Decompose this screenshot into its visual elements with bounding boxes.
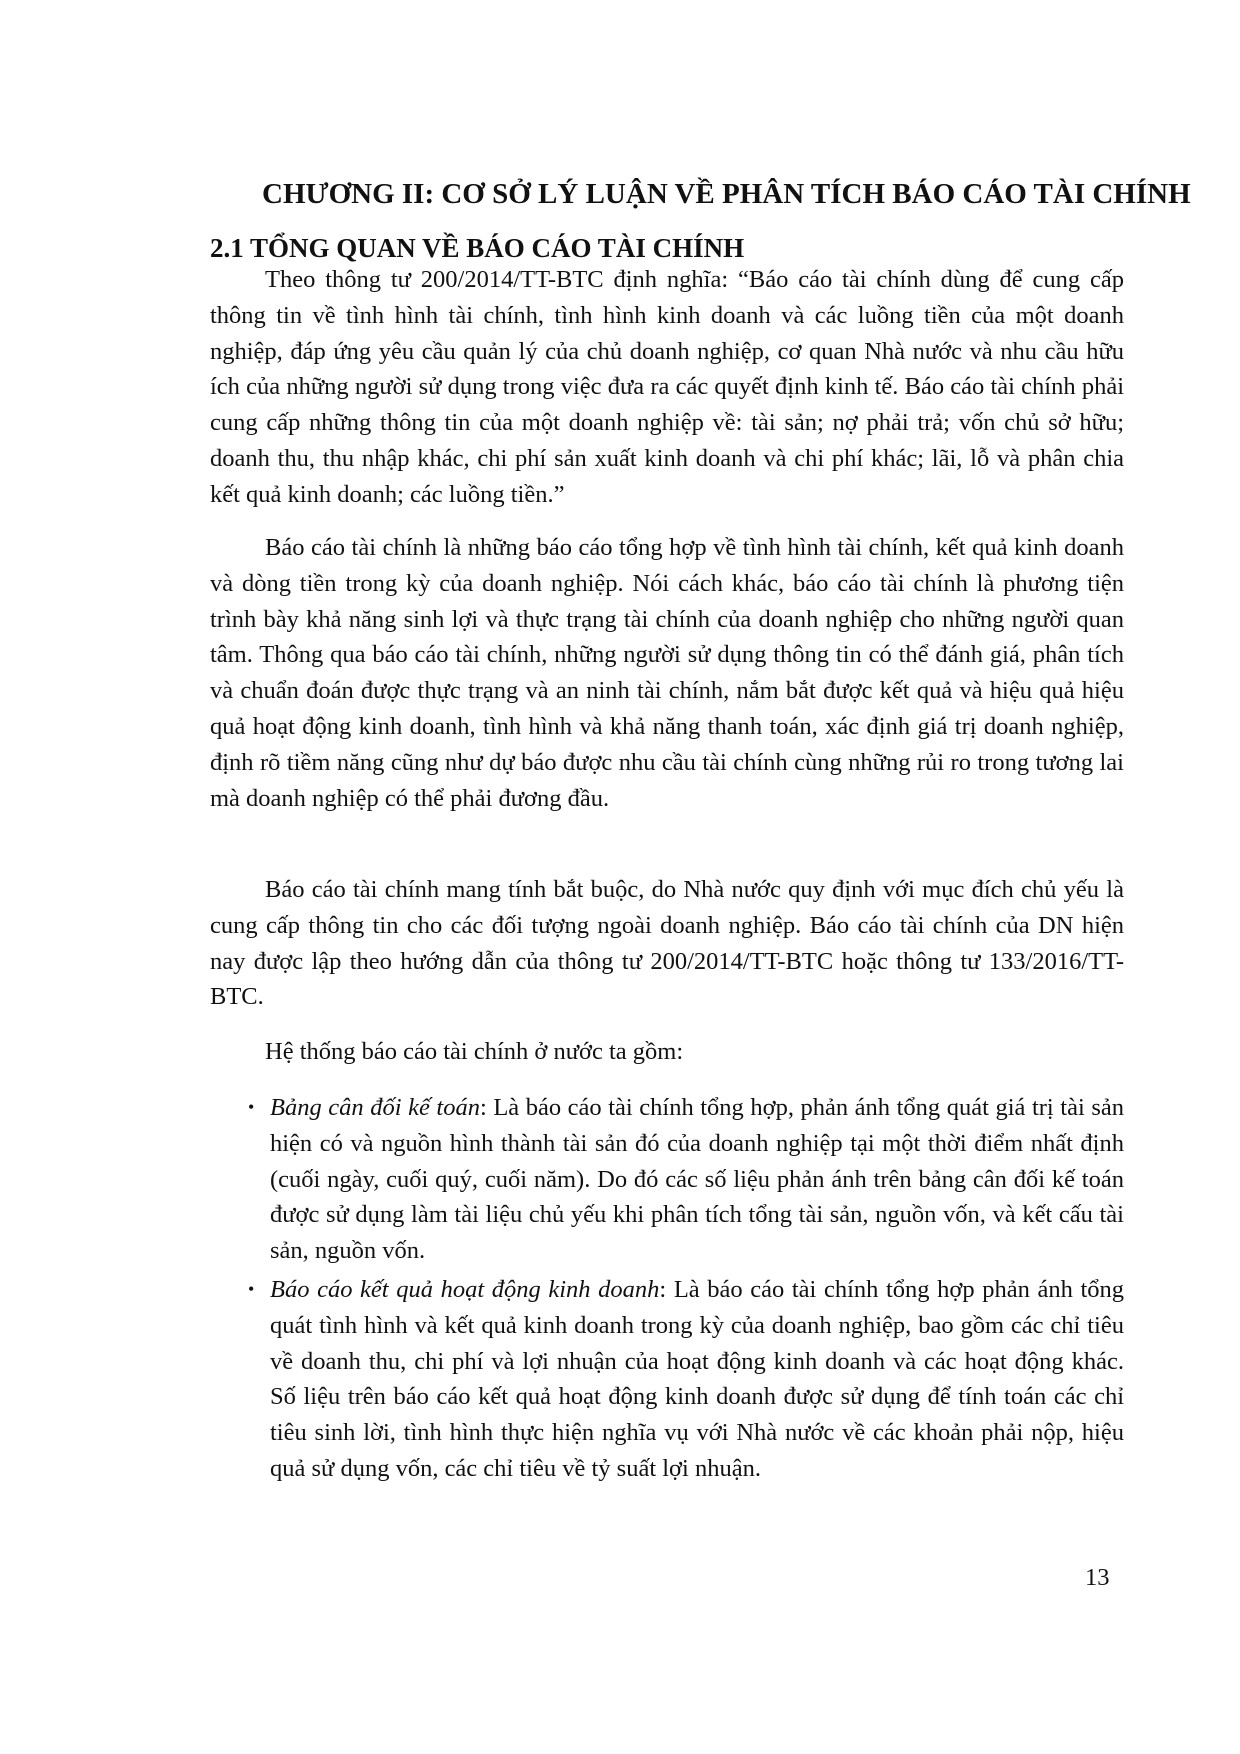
description-balance-sheet: : Là báo cáo tài chính tổng hợp, phản ánh tổng quát giá trị tài sản hiện có và nguồn hình thành tài sản đó của doanh nghiệp tại một thời điểm nhất định (cuối ngày, cuối quý, cuối năm). Do đó các số liệu phản ánh trên bảng cân đối kế toán được sử dụng làm tài liệu chủ yếu khi phân tích tổng tài sản, nguồn vốn, và kết cấu tài sản, nguồn vốn. xyxy=(270,1094,1125,1265)
paragraph-mandatory: Báo cáo tài chính mang tính bắt buộc, do Nhà nước quy định với mục đích chủ yếu là cung cấp thông tin cho các đối tượng ngoài doanh nghiệp. Báo cáo tài chính của DN hiện nay được lập theo hướng dẫn của thông tư 200/2014/TT-BTC hoặc thông tư 133/2016/TT-BTC. xyxy=(210,876,1124,1011)
list-item-balance-sheet xyxy=(210,1090,1124,1269)
bullet-icon: • xyxy=(248,1097,255,1117)
page-number: 13 xyxy=(1085,1564,1110,1591)
paragraph-system-intro: Hệ thống báo cáo tài chính ở nước ta gồm: xyxy=(265,1038,684,1065)
paragraph-overview: Báo cáo tài chính là những báo cáo tổng hợp về tình hình tài chính, kết quả kinh doanh và dòng tiền trong kỳ của doanh nghiệp. Nói cách khác, báo cáo tài chính là phương tiện trình bày khả năng sinh lợi và thực trạng tài chính của doanh nghiệp cho những người quan tâm. Thông qua báo cáo tài chính, những người sử dụng thông tin có thể đánh giá, phân tích và chuẩn đoán được thực trạng và an ninh tài chính, nắm bắt được kết quả và hiệu quả hiệu quả hoạt động kinh doanh, tình hình và khả năng thanh toán, xác định giá trị doanh nghiệp, định rõ tiềm năng cũng như dự báo được nhu cầu tài chính cùng những rủi ro trong tương lai mà doanh nghiệp có thể phải đương đầu. xyxy=(210,534,1124,812)
description-income-statement: : Là báo cáo tài chính tổng hợp phản ánh tổng quát tình hình và kết quả kinh doanh trong kỳ của doanh nghiệp, bao gồm các chỉ tiêu về doanh thu, chi phí và lợi nhuận của hoạt động kinh doanh và các hoạt động khác. Số liệu trên báo cáo kết quả hoạt động kinh doanh được sử dụng để tính toán các chỉ tiêu sinh lời, tình hình thực hiện nghĩa vụ với Nhà nước về các khoản phải nộp, hiệu quả sử dụng vốn, các chỉ tiêu về tỷ suất lợi nhuận. xyxy=(270,1276,1124,1482)
term-income-statement: Báo cáo kết quả hoạt động kinh doanh xyxy=(270,1276,660,1303)
section-title: 2.1 TỔNG QUAN VỀ BÁO CÁO TÀI CHÍNH xyxy=(210,233,745,263)
paragraph-definition: Theo thông tư 200/2014/TT-BTC định nghĩa: “Báo cáo tài chính dùng để cung cấp thông tin về tình hình tài chính, tình hình kinh doanh và các luồng tiền của một doanh nghiệp, đáp ứng yêu cầu quản lý của chủ doanh nghiệp, cơ quan Nhà nước và nhu cầu hữu ích của những người sử dụng trong việc đưa ra các quyết định kinh tế. Báo cáo tài chính phải cung cấp những thông tin của một doanh nghiệp về: tài sản; nợ phải trả; vốn chủ sở hữu; doanh thu, thu nhập khác, chi phí sản xuất kinh doanh và chi phí khác; lãi, lỗ và phân chia kết quả kinh doanh; các luồng tiền.” xyxy=(210,266,1124,508)
term-balance-sheet: Bảng cân đối kế toán xyxy=(270,1094,480,1121)
chapter-title: CHƯƠNG II: CƠ SỞ LÝ LUẬN VỀ PHÂN TÍCH BÁO CÁO TÀI CHÍNH xyxy=(262,178,1191,210)
list-item-income-statement xyxy=(210,1272,1124,1487)
bullet-icon: • xyxy=(248,1279,255,1299)
